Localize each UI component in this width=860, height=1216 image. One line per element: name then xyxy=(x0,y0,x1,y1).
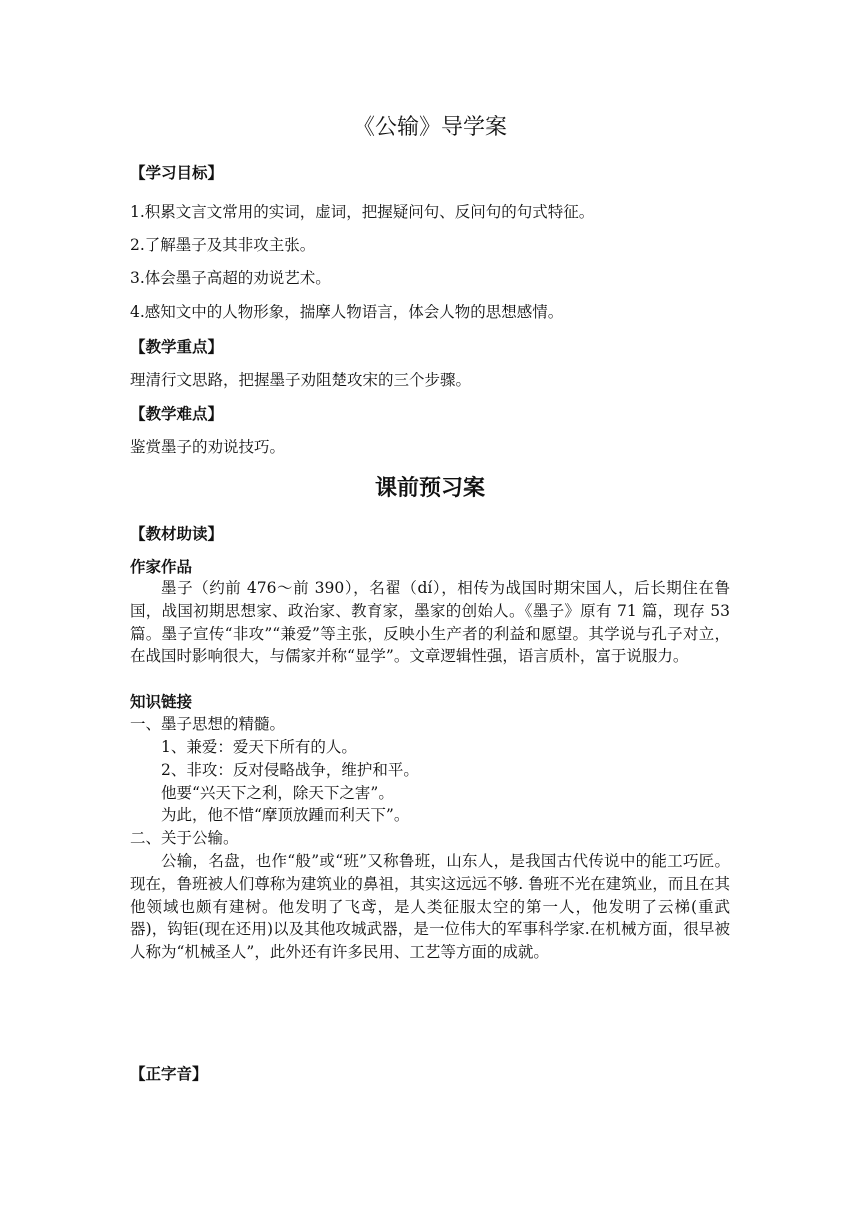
knowledge-subitem: 2、非攻：反对侵略战争，维护和平。 xyxy=(161,761,419,779)
difficulty-heading: 【教学难点】 xyxy=(130,405,224,423)
goals-heading: 【学习目标】 xyxy=(130,164,224,182)
author-heading: 作家作品 xyxy=(130,558,193,576)
knowledge-subitem: 为此，他不惜“摩顶放踵而利天下”。 xyxy=(161,806,410,824)
goal-item: 1.积累文言文常用的实词，虚词，把握疑问句、反问句的句式特征。 xyxy=(130,203,595,221)
preview-title: 课前预习案 xyxy=(374,476,485,501)
guide-heading: 【教材助读】 xyxy=(130,525,224,543)
knowledge-heading: 知识链接 xyxy=(130,693,193,711)
focus-heading: 【教学重点】 xyxy=(130,338,224,356)
difficulty-text: 鉴赏墨子的劝说技巧。 xyxy=(130,438,286,456)
knowledge-subitem: 他要“兴天下之利，除天下之害”。 xyxy=(161,784,394,802)
focus-text: 理清行文思路，把握墨子劝阻楚攻宋的三个步骤。 xyxy=(130,371,472,389)
knowledge-point-2: 二、关于公输。 xyxy=(130,829,239,847)
gongshu-paragraph: 公输，名盘，也作“般”或“班”又称鲁班，山东人，是我国古代传说中的能工巧匠。现在，鲁班被人们尊称为建筑业的鼻祖，其实这远远不够. 鲁班不光在建筑业，而且在其他领域也颇有建树。他发明了飞鸢，是人类征服太空的第一人，他发明了云梯(重武器)，钩钜(现在还用)以及其他攻城武器，是一位伟大的军事科学家.在机械方面，很早被人称为“机械圣人”，此外还有许多民用、工艺等方面的成就。 xyxy=(130,852,730,962)
document-title: 《公输》导学案 xyxy=(352,115,507,140)
pronunciation-heading: 【正字音】 xyxy=(130,1065,208,1083)
knowledge-subitem: 1、兼爱：爱天下所有的人。 xyxy=(161,738,357,756)
author-paragraph: 墨子（约前 476～前 390），名翟（dí），相传为战国时期宋国人，后长期住在鲁国，战国初期思想家、政治家、教育家，墨家的创始人。《墨子》原有 71 篇，现存 53 篇。墨子宣传“非攻”“兼爱”等主张，反映小生产者的利益和愿望。其学说与孔子对立，在战国时影响很大，与儒家并称“显学”。文章逻辑性强，语言质朴，富于说服力。 xyxy=(130,579,730,666)
knowledge-point-1: 一、墨子思想的精髓。 xyxy=(130,715,286,733)
goal-item: 4.感知文中的人物形象，揣摩人物语言，体会人物的思想感情。 xyxy=(130,303,564,321)
goal-item: 2.了解墨子及其非攻主张。 xyxy=(130,236,316,254)
goal-item: 3.体会墨子高超的劝说艺术。 xyxy=(130,269,331,287)
